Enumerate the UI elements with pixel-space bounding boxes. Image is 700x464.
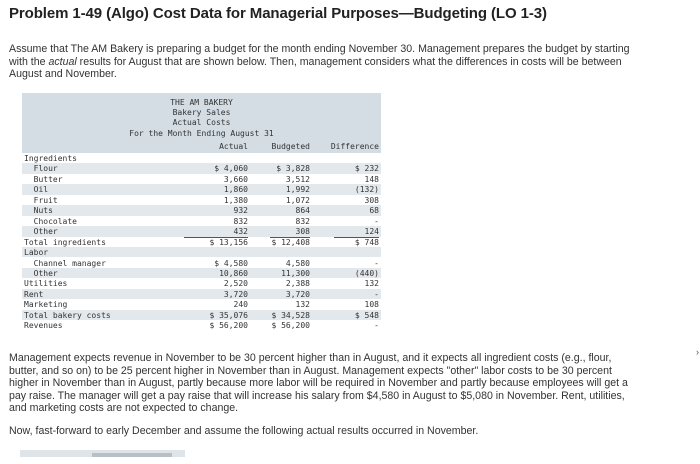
- row-label: Rent: [24, 289, 44, 299]
- cell-difference: $ 548: [354, 310, 379, 320]
- cell-actual: 3,720: [223, 289, 248, 299]
- cell-actual: 432: [233, 227, 248, 237]
- cell-actual: 932: [233, 206, 248, 216]
- row-label: Oil: [24, 185, 49, 195]
- row-label: Total bakery costs: [24, 310, 111, 320]
- cell-actual: 832: [233, 216, 248, 226]
- bakery-costs-table: [22, 93, 381, 340]
- report-name: Bakery Sales: [172, 108, 231, 117]
- cell-budgeted: 1,992: [285, 185, 310, 195]
- cell-difference: -: [374, 321, 379, 331]
- row-label: Fruit: [24, 195, 58, 205]
- row-label: Utilities: [24, 279, 68, 289]
- cell-budgeted: 2,388: [285, 279, 310, 289]
- next-table-cut-off: [92, 453, 172, 457]
- cell-budgeted: $ 34,528: [271, 310, 310, 320]
- fast-forward-text: Now, fast-forward to early December and assume the following actual results occurred in November.: [9, 425, 479, 437]
- cell-difference: 68: [369, 206, 379, 216]
- problem-title: Problem 1-49 (Algo) Cost Data for Managerial Purposes—Budgeting (LO 1-3): [9, 5, 547, 22]
- row-label: Butter: [24, 174, 63, 184]
- cell-budgeted: 11,300: [281, 268, 310, 278]
- row-label: Flour: [24, 164, 58, 174]
- expectations-line-5: and marketing costs are not expected to change.: [9, 402, 239, 415]
- row-label: Other: [24, 268, 58, 278]
- cell-difference: 132: [364, 279, 379, 289]
- expectations-line-4: pay raise. The manager will get a pay raise that will increase his salary from $4,580 in August to $5,080 in November. Rent, utilities,: [9, 389, 625, 402]
- expectations-line-3: higher in November than in August, partly because more labor will be required in November and partly because employees will get a: [9, 377, 628, 390]
- expectations-line-1: Management expects revenue in November to be 30 percent higher than in August, and it expects all ingredient costs (e.g., flour,: [9, 352, 612, 364]
- cell-budgeted: $ 12,408: [271, 237, 310, 247]
- intro-paragraph: [9, 43, 693, 81]
- cell-budgeted: 3,720: [285, 289, 310, 299]
- cell-budgeted: $ 56,200: [271, 321, 310, 331]
- cell-actual: $ 13,156: [209, 237, 248, 247]
- cell-budgeted: 132: [295, 300, 310, 310]
- cell-difference: 308: [364, 195, 379, 205]
- cell-difference: -: [374, 289, 379, 299]
- cell-actual: 240: [233, 300, 248, 310]
- cell-budgeted: 308: [295, 227, 310, 237]
- cell-difference: (132): [354, 185, 379, 195]
- cell-actual: $ 56,200: [209, 321, 248, 331]
- cell-difference: $ 232: [354, 164, 379, 174]
- cell-actual: 10,860: [219, 268, 248, 278]
- cell-actual: $ 4,580: [214, 258, 248, 268]
- row-label: Total ingredients: [24, 237, 106, 247]
- col-budgeted-header: Budgeted: [271, 142, 310, 151]
- cell-budgeted: 832: [295, 216, 310, 226]
- row-label: Ingredients: [24, 154, 77, 163]
- cell-difference: 108: [364, 300, 379, 310]
- intro-line-3: August and November.: [9, 68, 117, 81]
- cell-budgeted: 1,072: [285, 195, 310, 205]
- cell-budgeted: $ 3,828: [276, 164, 310, 174]
- cell-budgeted: 3,512: [285, 174, 310, 184]
- row-label: Chocolate: [24, 216, 77, 226]
- intro-line-2: with the actual results for August that are shown below. Then, management considers what the differences in costs will be between: [9, 55, 622, 68]
- intro-line-1: Assume that The AM Bakery is preparing a budget for the month ending November 30. Management prepares the budget by starting: [9, 43, 630, 55]
- row-label: Marketing: [24, 300, 68, 310]
- cell-difference: 124: [364, 227, 379, 237]
- row-label: Labor: [24, 248, 49, 258]
- row-label: Other: [24, 227, 58, 237]
- cell-difference: -: [374, 258, 379, 268]
- col-actual-header: Actual: [219, 142, 248, 151]
- report-subtitle: Actual Costs: [172, 118, 231, 127]
- col-difference-header: Difference: [330, 142, 379, 151]
- row-label: Nuts: [24, 206, 53, 216]
- cell-difference: -: [374, 216, 379, 226]
- expectations-line-2: butter, and so on) to be 25 percent higher in November than in August. Management expects "other" labor costs to be 30 percent: [9, 364, 612, 377]
- cell-actual: 2,520: [223, 279, 248, 289]
- row-label: Revenues: [24, 321, 63, 331]
- row-label: Channel manager: [24, 258, 106, 268]
- cell-actual: $ 35,076: [209, 310, 248, 320]
- expectations-paragraph: [9, 352, 693, 415]
- report-period: For the Month Ending August 31: [129, 129, 274, 138]
- company-name: THE AM BAKERY: [170, 98, 233, 107]
- cell-budgeted: 4,580: [285, 258, 310, 268]
- cell-actual: 1,380: [223, 195, 248, 205]
- cell-difference: $ 748: [354, 237, 379, 247]
- row-stripe: [22, 247, 381, 257]
- cell-actual: $ 4,060: [214, 164, 248, 174]
- cell-difference: 148: [364, 174, 379, 184]
- cell-difference: (440): [354, 268, 379, 278]
- cell-budgeted: 864: [295, 206, 310, 216]
- cell-actual: 3,660: [223, 174, 248, 184]
- actual-emphasis: actual: [48, 55, 77, 68]
- scroll-arrow-icon[interactable]: ›: [696, 347, 699, 357]
- cell-actual: 1,860: [223, 185, 248, 195]
